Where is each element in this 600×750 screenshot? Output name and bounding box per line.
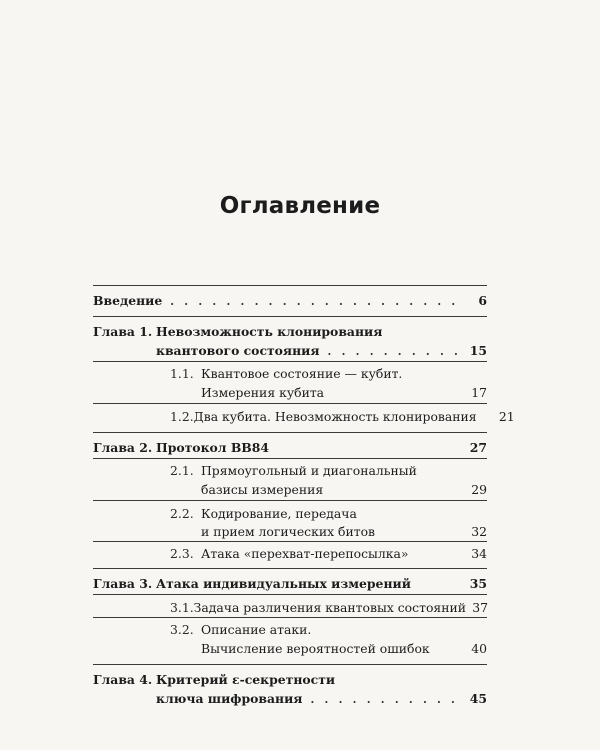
leader-dots — [328, 345, 457, 358]
section-title: Атака «перехват-перепосылка» — [201, 546, 409, 561]
section-number: 2.1. — [170, 463, 194, 478]
entry-page: 35 — [469, 576, 487, 591]
toc-entry-intro[interactable] — [93, 293, 487, 308]
entry-page: 40 — [471, 641, 487, 656]
divider — [93, 594, 487, 595]
entry-page: 37 — [472, 600, 488, 615]
section-title: Описание атаки. — [201, 622, 312, 637]
section-title: Квантовое состояние — кубит. — [201, 366, 403, 381]
divider — [93, 285, 487, 286]
section-number: 3.2. — [170, 622, 194, 637]
chapter-label: Глава 2. — [93, 440, 153, 455]
section-title-cont: и прием логических битов — [201, 524, 376, 539]
leader-dots — [310, 693, 457, 706]
toc-chapter-2[interactable] — [93, 440, 487, 455]
entry-page: 32 — [471, 524, 487, 539]
section-number: 2.3. — [170, 546, 194, 561]
entry-page: 6 — [478, 293, 487, 308]
toc-chapter-1-cont[interactable] — [93, 343, 487, 358]
divider — [93, 458, 487, 459]
section-title: Два кубита. Невозможность клонирования — [193, 409, 477, 424]
chapter-title: Протокол BB84 — [156, 440, 270, 455]
chapter-label: Глава 1. — [93, 324, 153, 339]
entry-page: 21 — [498, 409, 515, 424]
toc-section-1-1[interactable] — [170, 366, 487, 381]
chapter-title: Невозможность клонирования — [156, 324, 383, 339]
section-title-cont: базисы измерения — [201, 482, 324, 497]
toc-section-2-1-cont[interactable] — [170, 482, 487, 497]
entry-page: 17 — [471, 385, 487, 400]
entry-page: 27 — [469, 440, 487, 455]
toc-section-1-1-cont[interactable] — [170, 385, 487, 400]
section-title: Задача различения квантовых состояний — [193, 600, 466, 615]
divider — [93, 361, 487, 362]
section-number: 1.1. — [170, 366, 194, 381]
section-title-cont: Измерения кубита — [201, 385, 325, 400]
chapter-title-cont: ключа шифрования — [156, 691, 303, 706]
chapter-title: Критерий ε-секретности — [156, 672, 336, 687]
toc-chapter-4[interactable] — [93, 672, 487, 687]
section-number: 2.2. — [170, 506, 194, 521]
divider — [93, 617, 487, 618]
section-number: 1.2. — [170, 409, 194, 424]
entry-page: 29 — [471, 482, 487, 497]
leader-dots — [170, 295, 457, 308]
entry-page: 15 — [469, 343, 487, 358]
chapter-label: Глава 3. — [93, 576, 153, 591]
toc-section-1-2[interactable] — [170, 409, 515, 424]
toc-section-2-2[interactable] — [170, 506, 487, 521]
toc-section-3-1[interactable] — [170, 600, 487, 615]
divider — [93, 568, 487, 569]
toc-section-2-2-cont[interactable] — [170, 524, 487, 539]
section-number: 3.1. — [170, 600, 194, 615]
entry-page: 45 — [469, 691, 487, 706]
toc-section-3-2-cont[interactable] — [170, 641, 487, 656]
toc-section-2-3[interactable] — [170, 546, 487, 561]
divider — [93, 500, 487, 501]
toc-chapter-1[interactable] — [93, 324, 487, 339]
toc-chapter-3[interactable] — [93, 576, 487, 591]
divider — [93, 403, 487, 404]
section-title-cont: Вычисление вероятностей ошибок — [201, 641, 430, 656]
section-title: Кодирование, передача — [201, 506, 357, 521]
chapter-label: Глава 4. — [93, 672, 153, 687]
toc-chapter-4-cont[interactable] — [93, 691, 487, 706]
toc-section-2-1[interactable] — [170, 463, 487, 478]
entry-page: 34 — [471, 546, 487, 561]
toc-section-3-2[interactable] — [170, 622, 487, 637]
section-title: Прямоугольный и диагональный — [201, 463, 417, 478]
divider — [93, 316, 487, 317]
entry-title: Введение — [93, 293, 163, 308]
chapter-title: Атака индивидуальных измерений — [156, 576, 411, 591]
divider — [93, 541, 487, 542]
divider — [93, 432, 487, 433]
divider — [93, 664, 487, 665]
chapter-title-cont: квантового состояния — [156, 343, 320, 358]
page-title: Оглавление — [219, 193, 381, 219]
